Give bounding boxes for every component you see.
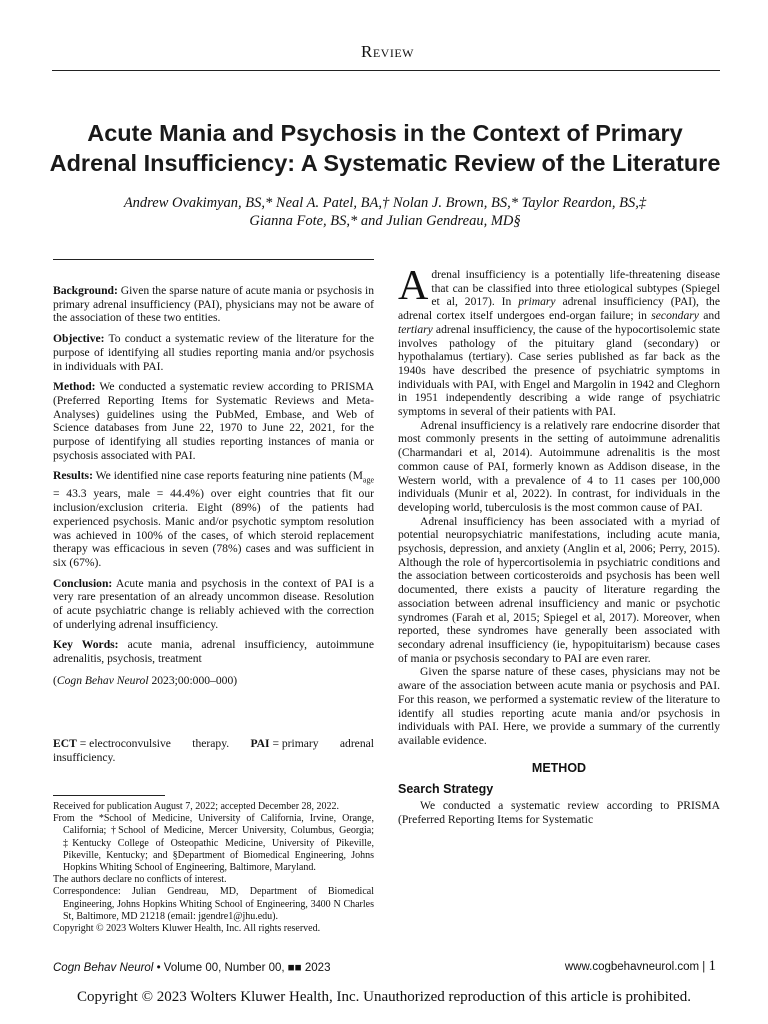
search-strategy-heading: Search Strategy <box>398 782 494 797</box>
author-list <box>40 194 730 230</box>
footer-journal-info: Cogn Behav Neurol • Volume 00, Number 00, ■■ 2023 <box>53 962 331 974</box>
title-line-1: Acute Mania and Psychosis in the Context of Primary <box>87 120 683 146</box>
section-label: Review <box>361 42 414 61</box>
abbreviations: ECT = electroconvulsive therapy. PAI = primary adrenal insufficiency. <box>53 737 374 764</box>
drop-cap: A <box>398 263 429 309</box>
abbrev-pai: PAI = primary <box>250 737 319 750</box>
footnote-correspondence: Correspondence: Julian Gendreau, MD, Department of Biomedical Engineering, Johns Hopkins Whiting School of Engineering, 3400 N Charles St, Baltimore, MD 21218 (email: jgendre1@jhu.edu). <box>53 886 374 922</box>
abstract-citation: (Cogn Behav Neurol 2023;00:000–000) <box>53 673 238 687</box>
authors-line-1: Andrew Ovakimyan, BS,* Neal A. Patel, BA,† Nolan J. Brown, BS,* Taylor Reardon, BS,‡ <box>123 195 647 211</box>
abstract-rule <box>53 259 374 260</box>
abstract-method: Method: We conducted a systematic review according to PRISMA (Preferred Reporting Items for Systematic Reviews and Meta-Analyses) guidelines using the PubMed, Embase, and Web of Science databases from June 22, 1970 to June 22, 2021, for the purpose of identifying all studies reporting instances of mania or psychosis associated with PAI. <box>53 380 374 462</box>
header-rule <box>52 70 720 71</box>
footnote-copyright: Copyright © 2023 Wolters Kluwer Health, Inc. All rights reserved. <box>53 923 321 935</box>
abstract-keywords: Key Words: acute mania, adrenal insufficiency, autoimmune adrenalitis, psychosis, treatment <box>53 638 375 666</box>
abstract-objective: Objective: To conduct a systematic review of the literature for the purpose of identifying all studies reporting mania and/or psychosis in individuals with PAI. <box>53 332 374 373</box>
footnotes <box>53 801 374 935</box>
title-line-2: Adrenal Insufficiency: A Systematic Review of the Literature <box>49 150 721 176</box>
footnote-received: Received for publication August 7, 2022; accepted December 28, 2022. <box>53 801 340 812</box>
article-body <box>398 263 720 826</box>
body-paragraph: Given the sparse nature of these cases, physicians may not be aware of the association between acute mania or psychosis and PAI. For this reason, we performed a systematic review of the literature to identify all studies reporting acute mania and/or psychosis in individuals with PAI. Here, we provide a summary of the currently available evidence. <box>398 665 720 747</box>
body-paragraph: Adrenal insufficiency is a potentially life-threatening disease that can be classified into three etiological subtypes (Spiegel et al, 2017). In primary adrenal insufficiency (PAI), the adrenal cortex itself undergoes end-organ failure; in secondary and tertiary adrenal insufficiency, the cause of the hypocortisolemic state involves pathology of the pituitary gland (secondary) or hypothalamus (tertiary). Case series published as far back as the 1940s have described the presence of psychiatric symptoms in individuals with PAI, with Engel and Margolin in 1942 and Cleghorn in 1951 independently describing a wide range of psychiatric symptoms in several of their patients with PAI. <box>398 263 720 419</box>
abstract <box>53 284 374 695</box>
footnote-conflicts: The authors declare no conflicts of interest. <box>53 874 227 886</box>
body-paragraph: Adrenal insufficiency has been associated with a myriad of potential neuropsychiatric manifestations, including acute mania, psychosis, depression, and anxiety (Anglin et al, 2006; Perry, 2015). Although the role of hypercortisolemia in psychiatric conditions and the association between corticosteroids and psychosis has been well documented, there exists a paucity of literature regarding the association between adrenal insufficiency and manic or psychotic syndromes (Farah et al, 2015; Spiegel et al, 2017). Moreover, when reported, these syndromes have generally been associated with secondary adrenal insufficiency (ie, hypopituitarism) because cases of mania or psychosis secondary to PAI are even rarer. <box>398 514 720 665</box>
copyright-notice: Copyright © 2023 Wolters Kluwer Health, Inc. Unauthorized reproduction of this article is prohibited. <box>77 989 691 1005</box>
method-heading: METHOD <box>531 760 587 775</box>
abstract-background: Background: Given the sparse nature of acute mania or psychosis in primary adrenal insufficiency (PAI), physicians may not be aware of the association of these two entities. <box>53 284 374 325</box>
authors-line-2: Gianna Fote, BS,* and Julian Gendreau, MD§ <box>249 213 521 229</box>
footer-website: www.cogbehavneurol.com | 1 <box>564 958 716 974</box>
article-title <box>40 118 730 178</box>
body-paragraph: We conducted a systematic review according to PRISMA (Preferred Reporting Items for Systematic <box>398 799 720 826</box>
page-number: 1 <box>708 958 716 974</box>
abstract-results: Results: We identified nine case reports featuring nine patients ($M_{age} = 43.3$ years, male = 44.4%) over eight countries that fit our inclusion/exclusion criteria. Eight (89%) of the patients had experienced psychosis. Manic and/or psychotic symptom resolution was achieved in 100% of the cases, of which steroid replacement therapy was efficacious in seven (78%) cases and was sufficient in six (67%). <box>53 469 374 569</box>
footnote-affiliations: From the *School of Medicine, University of California, Irvine, Orange, California; †School of Medicine, Mercer University, Columbus, Georgia; ‡Kentucky College of Osteopathic Medicine, University of Pikeville, Pikeville, Kentucky; and §Department of Biomedical Engineering, Johns Hopkins Whiting School of Engineering, Baltimore, Maryland. <box>53 813 374 874</box>
body-paragraph: Adrenal insufficiency is a relatively rare endocrine disorder that most commonly presents in the setting of autoimmune adrenalitis (Charmandari et al, 2014). Autoimmune adrenalitis is the most common cause of PAI, formerly known as Addison disease, in the Western world, with a prevalence of 4 to 11 cases per 100,000 individuals (Munir et al, 2022). In contrast, for individuals in the developing world, tuberculosis is the most common cause of PAI. <box>398 418 720 514</box>
footnote-rule <box>53 795 165 796</box>
abbrev-ect: ECT = electroconvulsive <box>53 737 171 750</box>
abstract-conclusion: Conclusion: Acute mania and psychosis in the context of PAI is a very rare presentation of an already uncommon disease. Resolution of acute psychiatric change is reliably achieved with the correction of underlying adrenal insufficiency. <box>53 576 374 631</box>
